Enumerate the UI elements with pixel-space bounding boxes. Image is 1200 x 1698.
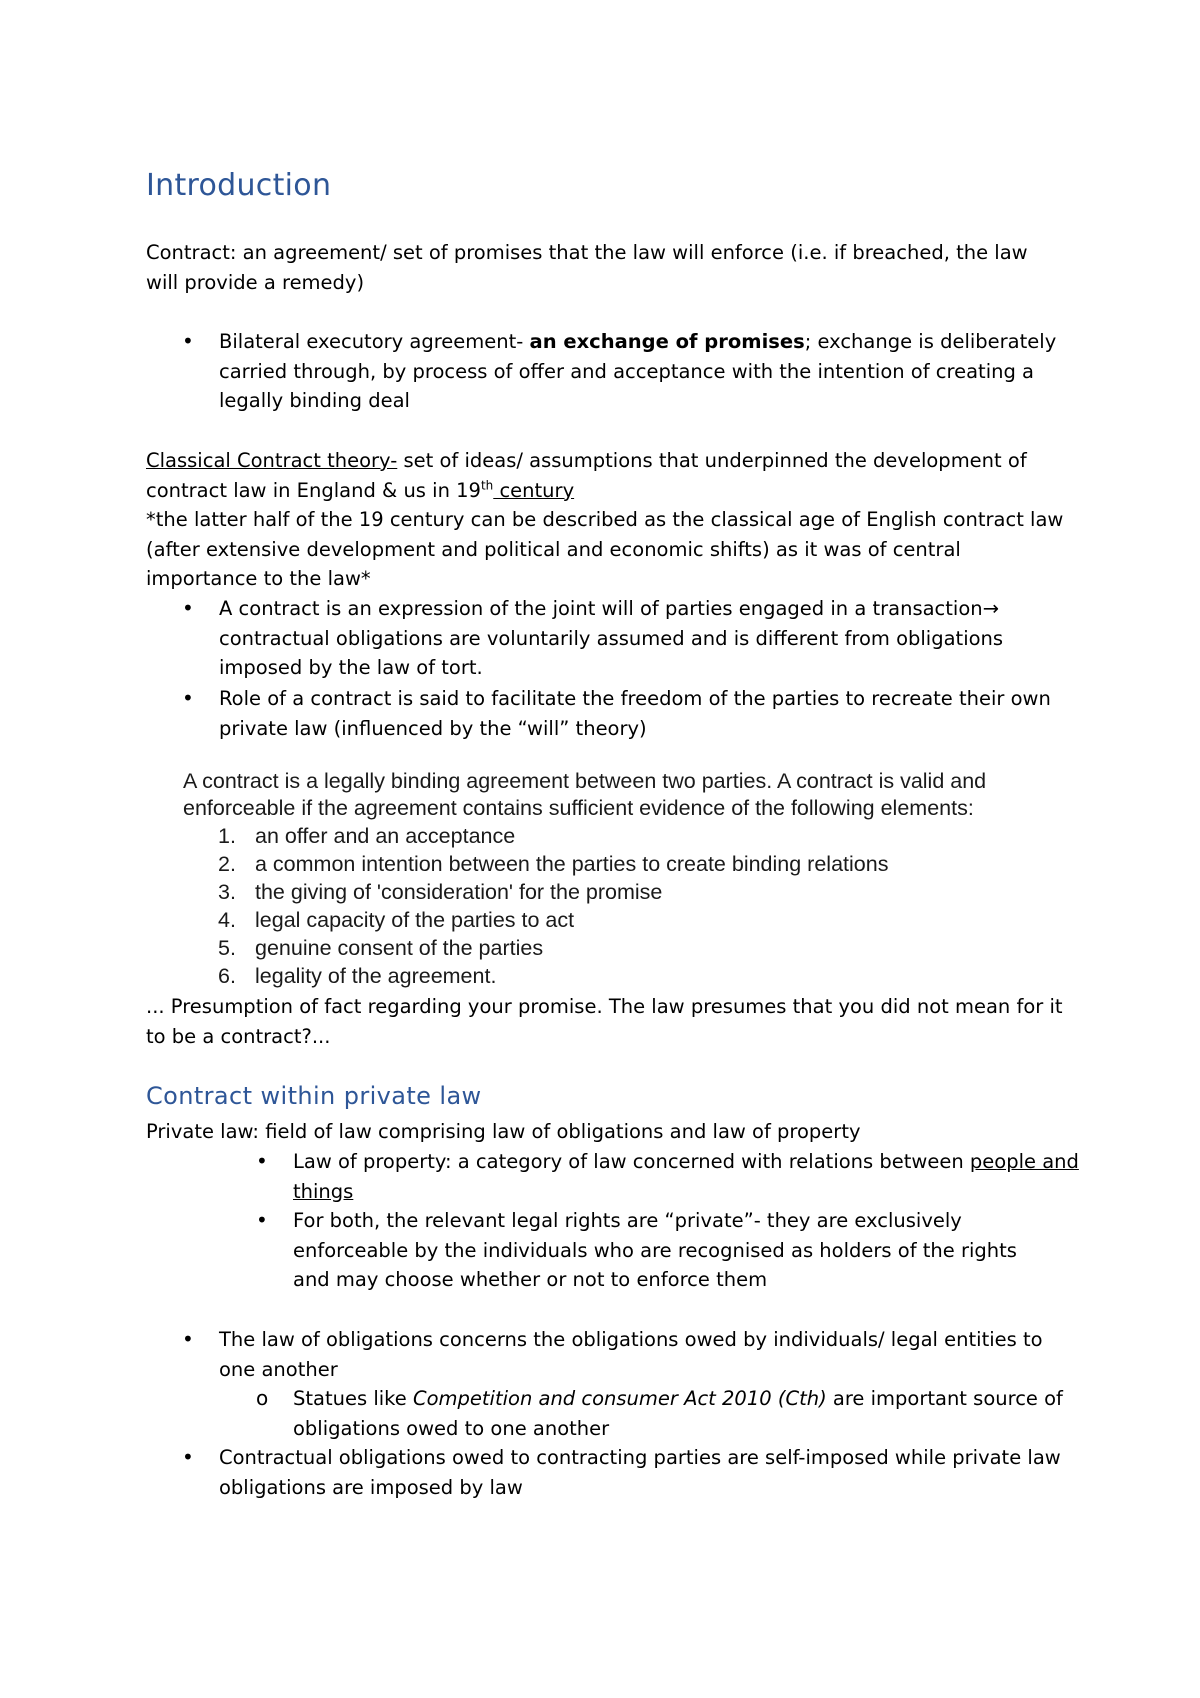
element-text: the giving of 'consideration' for the promise xyxy=(255,880,663,904)
sub-bullet-icon: o xyxy=(256,1386,269,1410)
element-text: an offer and an acceptance xyxy=(255,824,516,848)
element-text: legality of the agreement. xyxy=(255,964,497,988)
statutes-italic: Competition and consumer Act 2010 (Cth) xyxy=(412,1387,827,1410)
element-text: genuine consent of the parties xyxy=(255,936,544,960)
bullet-icon: • xyxy=(182,1327,194,1351)
element-number: 5. xyxy=(218,936,236,960)
bilateral-rest: ; exchange is deliberately carried through, by process of offer and acceptance with the intention of creating a legally binding deal xyxy=(219,330,1057,412)
classical-term: Classical Contract theory- xyxy=(146,449,398,472)
contractual-bullet: Contractual obligations owed to contracting parties are self-imposed while private law obligations are imposed by law xyxy=(219,1446,1061,1499)
bilateral-bullet xyxy=(219,327,1059,416)
elements-intro: A contract is a legally binding agreement between two parties. A contract is valid and enforceable if the agreement contains sufficient evidence of the following elements: xyxy=(183,769,987,820)
element-number: 1. xyxy=(218,824,236,848)
classical-bullet-2: Role of a contract is said to facilitate the freedom of the parties to recreate their own private law (influenced by the “will” theory) xyxy=(219,687,1051,740)
both-bullet: For both, the relevant legal rights are “private”- they are exclusively enforceable by the individuals who are recognised as holders of the rights and may choose whether or not to enforce them xyxy=(293,1209,1017,1291)
heading-introduction: Introduction xyxy=(146,168,332,203)
heading-private-law: Contract within private law xyxy=(146,1082,482,1110)
element-number: 2. xyxy=(218,852,236,876)
statutes-lead: Statues like xyxy=(293,1387,413,1410)
property-lead: Law of property: a category of law concerned with relations between xyxy=(293,1150,970,1173)
bullet-icon: • xyxy=(182,686,194,710)
property-underlined: people and things xyxy=(293,1150,1079,1203)
classical-note: *the latter half of the 19 century can be described as the classical age of English contract law (after extensive development and political and economic shifts) as it was of central importance to the law* xyxy=(146,508,1064,590)
bilateral-bold: an exchange of promises xyxy=(529,330,805,353)
statutes-bullet xyxy=(293,1384,1083,1443)
bilateral-lead: Bilateral executory agreement- xyxy=(219,330,530,353)
bullet-icon: • xyxy=(182,596,194,620)
bullet-icon: • xyxy=(256,1149,268,1173)
classical-sup: th xyxy=(480,478,494,492)
classical-bullet-1: A contract is an expression of the joint will of parties engaged in a transaction→ contractual obligations are voluntarily assumed and is different from obligations imposed by the law of tort. xyxy=(219,597,1004,679)
classical-rest-b: century xyxy=(493,478,575,502)
bullet-icon: • xyxy=(182,1445,194,1469)
statutes-rest: are important source of obligations owed to one another xyxy=(293,1387,1063,1440)
property-bullet xyxy=(293,1147,1083,1206)
element-number: 4. xyxy=(218,908,236,932)
obligations-bullet: The law of obligations concerns the obligations owed by individuals/ legal entities to one another xyxy=(219,1328,1043,1381)
presumption-note: ... Presumption of fact regarding your promise. The law presumes that you did not mean for it to be a contract?... xyxy=(146,995,1063,1048)
element-text: a common intention between the parties to create binding relations xyxy=(255,852,889,876)
bullet-icon: • xyxy=(182,329,194,353)
element-text: legal capacity of the parties to act xyxy=(255,908,575,932)
contract-definition: Contract: an agreement/ set of promises that the law will enforce (i.e. if breached, the law will provide a remedy) xyxy=(146,241,1028,294)
classical-theory xyxy=(146,446,1051,505)
classical-rest-a: set of ideas/ assumptions that underpinned the development of contract law in England & us in 19 xyxy=(146,449,1027,502)
bullet-icon: • xyxy=(256,1208,268,1232)
element-number: 6. xyxy=(218,964,236,988)
element-number: 3. xyxy=(218,880,236,904)
private-law-definition: Private law: field of law comprising law of obligations and law of property xyxy=(146,1120,861,1143)
